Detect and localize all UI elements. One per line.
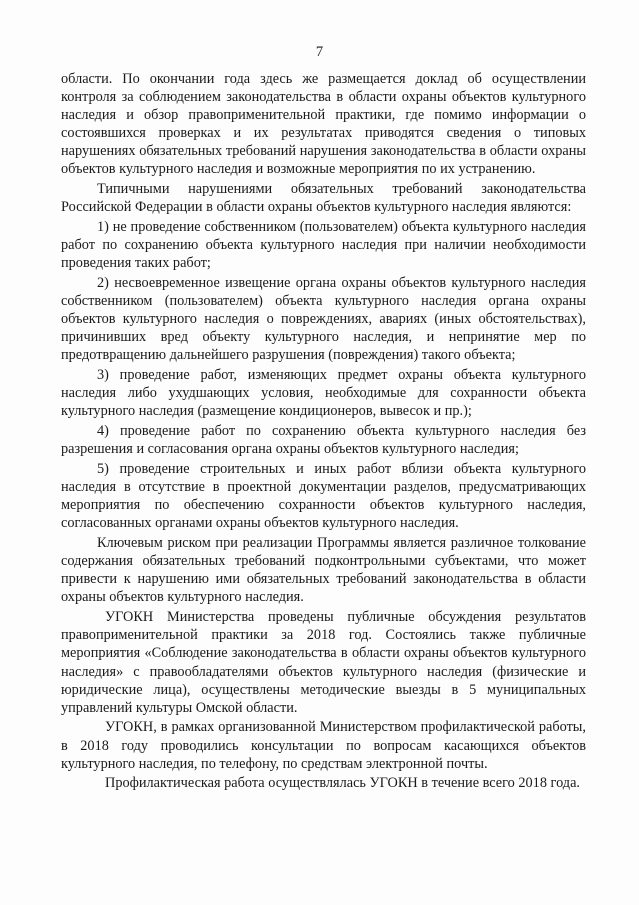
page-number: 7 [315,44,324,60]
paragraph-preventive-work: Профилактическая работа осуществлялась УГОКН в течение всего 2018 года. [105,775,580,792]
document-body [61,70,586,794]
paragraph-key-risk: Ключевым риском при реализации Программы является различное толкование содержания обязательных требований подконтрольными субъектами, что может привести к нарушению ими обязательных требований законодательства в области охраны объектов культурного наследия. [61,535,586,606]
list-item-2: 2) несвоевременное извещение органа охраны объектов культурного наследия собственником (пользователем) объекта культурного наследия органа охраны объектов культурного наследия о повреждениях, авариях (иных обстоятельствах), причинивших вред объекту культурного наследия, и непринятие мер по предотвращению дальнейшего разрушения (повреждения) такого объекта; [61,275,586,364]
list-item-1: 1) не проведение собственником (пользователем) объекта культурного наследия работ по сохранению объекта культурного наследия при наличии необходимости проведения таких работ; [61,219,586,272]
list-item-4: 4) проведение работ по сохранению объекта культурного наследия без разрешения и согласования органа охраны объектов культурного наследия; [61,423,586,458]
paragraph-typical-violations: Типичными нарушениями обязательных требований законодательства Российской Федерации в области охраны объектов культурного наследия являются: [61,181,586,216]
paragraph-consultations: УГОКН, в рамках организованной Министерством профилактической работы, в 2018 году проводились консультации по вопросам касающихся объектов культурного наследия, по телефону, по средствам электронной почты. [61,719,586,772]
paragraph-public-discussions: УГОКН Министерства проведены публичные обсуждения результатов правоприменительной практики за 2018 год. Состоялись также публичные мероприятия «Соблюдение законодательства в области охраны объектов культурного наследия» с правообладателями объектов культурного наследия (физические и юридические лица), осуществлены методические выезды в 5 муниципальных управлений культуры Омской области. [61,609,586,716]
list-item-5: 5) проведение строительных и иных работ вблизи объекта культурного наследия в отсутствие в проектной документации разделов, предусматривающих мероприятия по обеспечению сохранности объектов культурного наследия, согласованных органами охраны объектов культурного наследия. [61,461,586,532]
paragraph-continuation: области. По окончании года здесь же размещается доклад об осуществлении контроля за соблюдением законодательства в области охраны объектов культурного наследия и обзор правоприменительной практики, где помимо информации о состоявшихся проверках и их результатах приводятся сведения о типовых нарушениях обязательных требований нарушения законодательства в области охраны объектов культурного наследия и возможные мероприятия по их устранению. [61,71,586,178]
list-item-3: 3) проведение работ, изменяющих предмет охраны объекта культурного наследия либо ухудшающих условия, необходимые для сохранности объекта культурного наследия (размещение кондиционеров, вывесок и пр.); [61,367,586,420]
